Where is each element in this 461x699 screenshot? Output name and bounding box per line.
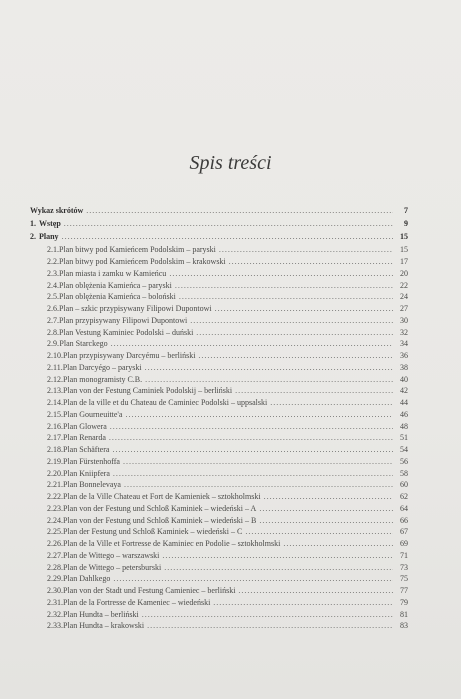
toc-entry-label: Plan miasta i zamku w Kamieńcu <box>59 268 167 278</box>
toc-entry-label: Plan Renarda <box>63 433 106 443</box>
toc-entry-label: Plan oblężenia Kamieńca – boloński <box>59 292 176 302</box>
toc-entry-page: 9 <box>404 219 408 229</box>
toc-entry <box>30 205 408 218</box>
dot-leader <box>196 327 393 338</box>
toc-entry-number: 2.5. <box>47 292 59 302</box>
toc-entry-label: Plan Hundta – krakowski <box>63 621 145 631</box>
toc-entry <box>30 479 408 491</box>
toc-entry-label: Plan bitwy pod Kamieńcem Podolskim – paryski <box>59 245 216 255</box>
toc-entry-number: 2.1. <box>47 245 59 255</box>
toc-entry-label: Plan Glowera <box>63 421 107 431</box>
toc-entry <box>30 444 408 456</box>
toc-entry <box>30 397 408 409</box>
toc-entry <box>30 468 408 480</box>
dot-leader <box>190 315 393 326</box>
toc-entry <box>30 409 408 421</box>
toc-entry-label: Wykaz skrótów <box>30 206 84 215</box>
toc-entry-label: Plan de Wittego – petersburski <box>63 562 162 572</box>
toc-entry-number: 2.20. <box>47 468 63 478</box>
toc-entry-number: 2.25. <box>47 527 63 537</box>
toc-entry-page: 7 <box>404 206 408 215</box>
toc-entry-number: 2.31. <box>47 597 63 607</box>
toc-entry-number: 2.13. <box>47 386 63 396</box>
toc-entry-label: Plan de la Ville et Fortresse de Kaminiec en Podolie – sztokholmski <box>63 539 281 549</box>
toc-entry <box>30 573 408 585</box>
toc-entry-number: 2.33. <box>47 621 63 631</box>
toc-entry <box>30 421 408 433</box>
toc-entry <box>30 597 408 609</box>
toc-entry-page: 38 <box>400 362 408 372</box>
toc-entry <box>30 362 408 374</box>
toc-entry-page: 32 <box>400 327 408 337</box>
dot-leader <box>175 280 393 291</box>
toc-entry-page: 67 <box>400 527 408 537</box>
dot-leader <box>235 385 393 396</box>
toc-entry-label: Plan bitwy pod Kamieńcem Podolskim – krakowski <box>59 257 226 267</box>
toc-entry-number: 2.7. <box>47 315 59 325</box>
dot-leader <box>283 538 393 549</box>
dot-leader <box>229 256 393 267</box>
dot-leader <box>169 268 393 279</box>
toc-entry-number: 2.12. <box>47 374 63 384</box>
toc-entry-number: 2.2. <box>47 257 59 267</box>
dot-leader <box>164 562 393 573</box>
toc-entry-page: 34 <box>400 339 408 349</box>
toc-entry-page: 15 <box>400 245 408 255</box>
toc-entry-label: Wstęp <box>39 219 61 229</box>
toc-entry <box>30 456 408 468</box>
dot-leader <box>198 350 393 361</box>
dot-leader <box>213 597 393 608</box>
toc-entry-number: 2.32. <box>47 609 63 619</box>
toc-entry <box>30 338 408 350</box>
toc-entry-page: 71 <box>400 550 408 560</box>
toc-entry <box>30 244 408 256</box>
toc-entry-page: 54 <box>400 445 408 455</box>
toc-entry-page: 73 <box>400 562 408 572</box>
toc-entry <box>30 609 408 621</box>
dot-leader <box>113 573 393 584</box>
toc-entry-number: 2. <box>30 232 36 242</box>
page-title: Spis treści <box>189 152 272 174</box>
toc-entry-label: Plan Gourneuitte'a <box>63 409 123 419</box>
dot-leader <box>142 609 393 620</box>
toc-entry-label: Plan von der Stadt und Festung Camieniec – berliński <box>63 586 236 596</box>
toc-entry-label: Plan Fürstenhoffa <box>63 456 120 466</box>
toc-entry-label: Plan de la Ville Chateau et Fort de Kamieniek – sztokholmski <box>63 492 261 502</box>
toc-entry <box>30 291 408 303</box>
toc-entry-number: 2.21. <box>47 480 63 490</box>
toc-entry-label: Plan przypisywany Filipowi Dupontowi <box>59 315 188 325</box>
toc-entry-page: 20 <box>400 268 408 278</box>
toc-entry-number: 2.4. <box>47 280 59 290</box>
toc-entry <box>30 256 408 268</box>
dot-leader <box>245 526 393 537</box>
toc-entry-number: 2.3. <box>47 268 59 278</box>
dot-leader <box>124 479 393 490</box>
toc-entry-number: 2.9. <box>47 339 59 349</box>
toc-entry-label: Plany <box>39 232 59 242</box>
toc-entry-page: 48 <box>400 421 408 431</box>
toc-entry <box>30 303 408 315</box>
toc-entry-label: Plan Dahlkego <box>63 574 111 584</box>
toc-entry-page: 42 <box>400 386 408 396</box>
toc-entry-label: Plan Hundta – berliński <box>63 609 139 619</box>
toc-entry-label: Plan de la ville et du Chateau de Caminiec Podolski – uppsalski <box>63 398 268 408</box>
toc-entry <box>30 350 408 362</box>
dot-leader <box>264 491 393 502</box>
toc-entry-label: Plan von der Festung und Schloß Kaminiek – wiedeński – A <box>63 503 257 513</box>
dot-leader <box>113 468 393 479</box>
toc-entry-number: 2.24. <box>47 515 63 525</box>
toc-entry-label: Plan Schäftera <box>63 445 110 455</box>
toc-entry <box>30 562 408 574</box>
table-of-contents <box>30 205 408 632</box>
dot-leader <box>110 421 393 432</box>
toc-entry <box>30 268 408 280</box>
toc-entry-page: 40 <box>400 374 408 384</box>
dot-leader <box>179 291 393 302</box>
toc-entry-label: Plan monogramisty C.B. <box>63 374 143 384</box>
dot-leader <box>259 515 393 526</box>
dot-leader <box>238 585 393 596</box>
dot-leader <box>86 205 393 216</box>
dot-leader <box>259 503 393 514</box>
toc-entry-number: 2.30. <box>47 586 63 596</box>
toc-entry-label: Plan Vestung Kaminiec Podolski – duński <box>59 327 194 337</box>
toc-entry <box>30 526 408 538</box>
toc-entry-page: 62 <box>400 492 408 502</box>
dot-leader <box>145 374 393 385</box>
toc-entry-page: 24 <box>400 292 408 302</box>
toc-entry-label: Plan Kniipfera <box>63 468 110 478</box>
toc-entry-page: 83 <box>400 621 408 631</box>
toc-entry-number: 2.16. <box>47 421 63 431</box>
toc-entry <box>30 231 408 244</box>
toc-entry-label: Plan der Festung und Schloß Kaminiek – wiedeński – C <box>63 527 243 537</box>
dot-leader <box>62 231 393 242</box>
toc-entry-label: Plan de Wittego – warszawski <box>63 550 160 560</box>
toc-entry <box>30 218 408 231</box>
toc-entry-label: Plan von der Festung Caminiek Podolskij – berliński <box>63 386 233 396</box>
toc-entry-number: 2.15. <box>47 409 63 419</box>
toc-entry-number: 2.22. <box>47 492 63 502</box>
dot-leader <box>112 444 393 455</box>
toc-entry-number: 2.6. <box>47 304 59 314</box>
toc-entry <box>30 385 408 397</box>
dot-leader <box>162 550 393 561</box>
toc-entry-page: 58 <box>400 468 408 478</box>
toc-entry-page: 64 <box>400 503 408 513</box>
toc-entry <box>30 327 408 339</box>
toc-entry-page: 44 <box>400 398 408 408</box>
toc-entry <box>30 515 408 527</box>
dot-leader <box>215 303 393 314</box>
toc-entry-page: 17 <box>400 257 408 267</box>
dot-leader <box>270 397 393 408</box>
toc-entry-page: 46 <box>400 409 408 419</box>
toc-entry <box>30 374 408 386</box>
toc-entry-label: Plan de la Fortresse de Kameniec – wiedeński <box>63 597 211 607</box>
toc-entry-page: 30 <box>400 315 408 325</box>
toc-entry-page: 75 <box>400 574 408 584</box>
toc-entry-number: 2.10. <box>47 351 63 361</box>
toc-entry <box>30 432 408 444</box>
toc-entry-page: 66 <box>400 515 408 525</box>
toc-entry <box>30 550 408 562</box>
toc-entry-number: 2.17. <box>47 433 63 443</box>
toc-entry-number: 2.29. <box>47 574 63 584</box>
toc-entry <box>30 491 408 503</box>
toc-entry-page: 22 <box>400 280 408 290</box>
toc-entry <box>30 620 408 632</box>
toc-entry-label: Plan oblężenia Kamieńca – paryski <box>59 280 172 290</box>
toc-entry-number: 2.14. <box>47 398 63 408</box>
toc-entry-label: Plan Bonnelevaya <box>63 480 121 490</box>
toc-entry <box>30 503 408 515</box>
toc-entry <box>30 585 408 597</box>
toc-entry-page: 69 <box>400 539 408 549</box>
toc-entry-page: 79 <box>400 597 408 607</box>
toc-entry-label: Plan Starckego <box>59 339 108 349</box>
toc-entry-page: 36 <box>400 351 408 361</box>
toc-entry-label: Plan von der Festung und Schloß Kaminiek – wiedeński – B <box>63 515 257 525</box>
toc-entry <box>30 315 408 327</box>
toc-entry-label: Plan Darcyégo – paryski <box>62 362 142 372</box>
dot-leader <box>109 432 393 443</box>
toc-entry-number: 2.8. <box>47 327 59 337</box>
toc-entry-number: 2.19. <box>47 456 63 466</box>
toc-entry-number: 2.23. <box>47 503 63 513</box>
toc-entry-number: 2.27. <box>47 550 63 560</box>
dot-leader <box>147 620 393 631</box>
toc-entry-label: Plan przypisywany Darcyému – berliński <box>63 351 196 361</box>
dot-leader <box>219 244 393 255</box>
toc-entry-number: 2.26. <box>47 539 63 549</box>
toc-entry-page: 51 <box>400 433 408 443</box>
toc-entry <box>30 280 408 292</box>
dot-leader <box>125 409 393 420</box>
toc-entry-page: 77 <box>400 586 408 596</box>
toc-entry <box>30 538 408 550</box>
toc-entry-number: 2.28. <box>47 562 63 572</box>
toc-entry-page: 27 <box>400 304 408 314</box>
toc-entry-page: 56 <box>400 456 408 466</box>
toc-entry-page: 60 <box>400 480 408 490</box>
dot-leader <box>123 456 393 467</box>
toc-entry-page: 15 <box>400 232 408 242</box>
toc-entry-number: 2.18. <box>47 445 63 455</box>
dot-leader <box>64 218 393 229</box>
dot-leader <box>111 338 393 349</box>
toc-entry-label: Plan – szkic przypisywany Filipowi Dupontowi <box>59 304 212 314</box>
dot-leader <box>145 362 393 373</box>
toc-entry-number: 1. <box>30 219 36 229</box>
toc-entry-number: 2.11. <box>47 362 63 372</box>
toc-entry-page: 81 <box>400 609 408 619</box>
